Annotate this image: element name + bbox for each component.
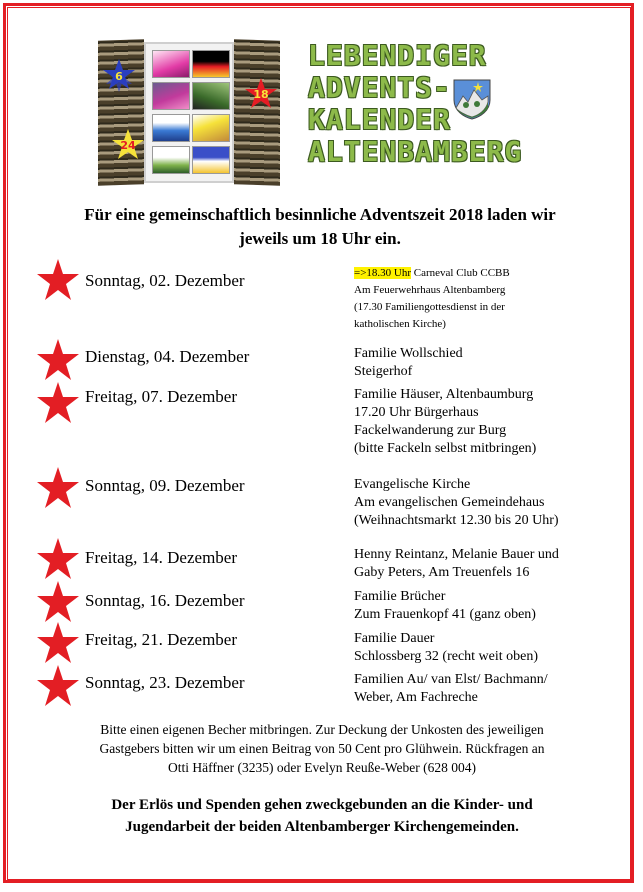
event-line: (bitte Fackeln selbst mitbringen) xyxy=(354,441,537,456)
closing-statement xyxy=(52,794,592,838)
title-line: LEBENDIGER xyxy=(308,39,487,72)
window-frame xyxy=(144,42,234,183)
event-details xyxy=(354,671,614,707)
calendar-badge-24 xyxy=(111,128,145,162)
window-pane xyxy=(192,50,230,78)
event-host: Carneval Club CCBB xyxy=(411,267,510,279)
event-line: Familien Au/ van Elst/ Bachmann/ xyxy=(354,672,548,687)
calendar-badge-6 xyxy=(101,58,137,94)
event-line: Fackelwanderung zur Burg xyxy=(354,423,507,438)
event-line: Weber, Am Fachreche xyxy=(354,690,478,705)
red-star-icon xyxy=(36,537,80,581)
event-line: Am evangelischen Gemeindehaus xyxy=(354,495,545,510)
badge-number: 6 xyxy=(115,69,123,83)
event-time-highlight: =>18.30 Uhr xyxy=(354,267,412,279)
red-star-icon xyxy=(36,338,80,382)
title-line: ALTENBAMBERG xyxy=(308,135,523,168)
red-star-icon xyxy=(36,258,80,302)
event-line: Familie Dauer xyxy=(354,631,435,646)
footer-line: Gastgebers bitten wir um einen Beitrag von 50 Cent pro Glühwein. Rückfragen an xyxy=(99,741,545,756)
event-details xyxy=(354,546,614,582)
footer-line: Bitte einen eigenen Becher mitbringen. Zur Deckung der Unkosten des jeweiligen xyxy=(100,722,544,737)
event-line: Familie Brücher xyxy=(354,589,446,604)
event-details xyxy=(354,265,614,333)
closing-line: Jugendarbeit der beiden Altenbamberger Kirchengemeinden. xyxy=(125,819,519,835)
closing-line: Der Erlös und Spenden gehen zweckgebunden an die Kinder- und xyxy=(111,797,533,813)
red-star-icon xyxy=(36,664,80,708)
title-line: KALENDER xyxy=(308,103,451,136)
window-pane xyxy=(152,82,190,110)
event-line: Evangelische Kirche xyxy=(354,477,471,492)
event-details xyxy=(354,630,614,666)
window-pane xyxy=(152,50,190,78)
event-date: Sonntag, 16. Dezember xyxy=(85,591,245,610)
event-line: Familie Häuser, Altenbaumburg xyxy=(354,387,534,402)
event-line: katholischen Kirche) xyxy=(354,318,446,330)
window-pane xyxy=(192,82,230,110)
event-line: 17.20 Uhr Bürgerhaus xyxy=(354,405,479,420)
red-star-icon xyxy=(36,580,80,624)
footer-notice xyxy=(52,720,592,777)
event-date: Dienstag, 04. Dezember xyxy=(85,347,250,366)
footer-line: Otti Häffner (3235) oder Evelyn Reuße-Weber (628 004) xyxy=(168,760,476,775)
event-line: Henny Reintanz, Melanie Bauer und xyxy=(354,547,559,562)
badge-number: 24 xyxy=(120,138,136,152)
event-line: Zum Frauenkopf 41 (ganz oben) xyxy=(354,607,536,622)
event-details xyxy=(354,386,614,458)
intro-text xyxy=(40,203,600,251)
event-date: Sonntag, 09. Dezember xyxy=(85,476,245,495)
window-shutter-right xyxy=(234,39,280,186)
window-pane xyxy=(192,114,230,142)
event-date: Sonntag, 23. Dezember xyxy=(85,673,245,692)
event-date: Freitag, 14. Dezember xyxy=(85,548,237,567)
event-date: Sonntag, 02. Dezember xyxy=(85,271,245,290)
event-details xyxy=(354,345,614,381)
event-details xyxy=(354,476,614,530)
event-line: (17.30 Familiengottesdienst in der xyxy=(354,301,505,313)
event-line: Schlossberg 32 (recht weit oben) xyxy=(354,649,539,664)
event-details xyxy=(354,588,614,624)
intro-line: jeweils um 18 Uhr ein. xyxy=(239,229,401,248)
calendar-badge-18 xyxy=(244,77,278,111)
window-pane xyxy=(152,114,190,142)
intro-line: Für eine gemeinschaftlich besinnliche Adventszeit 2018 laden wir xyxy=(84,205,556,224)
coat-of-arms-icon xyxy=(452,78,492,120)
event-line: Gaby Peters, Am Treuenfels 16 xyxy=(354,565,530,580)
badge-number: 18 xyxy=(253,87,269,101)
event-date: Freitag, 21. Dezember xyxy=(85,630,237,649)
title-line: ADVENTS- xyxy=(308,71,451,104)
event-line: Steigerhof xyxy=(354,364,413,379)
window-pane xyxy=(152,146,190,174)
window-pane xyxy=(192,146,230,174)
red-star-icon xyxy=(36,621,80,665)
event-line: Am Feuerwehrhaus Altenbamberg xyxy=(354,284,506,296)
event-date: Freitag, 07. Dezember xyxy=(85,387,237,406)
red-star-icon xyxy=(36,381,80,425)
event-line: (Weihnachtsmarkt 12.30 bis 20 Uhr) xyxy=(354,513,559,528)
red-star-icon xyxy=(36,466,80,510)
event-line: Familie Wollschied xyxy=(354,346,463,361)
